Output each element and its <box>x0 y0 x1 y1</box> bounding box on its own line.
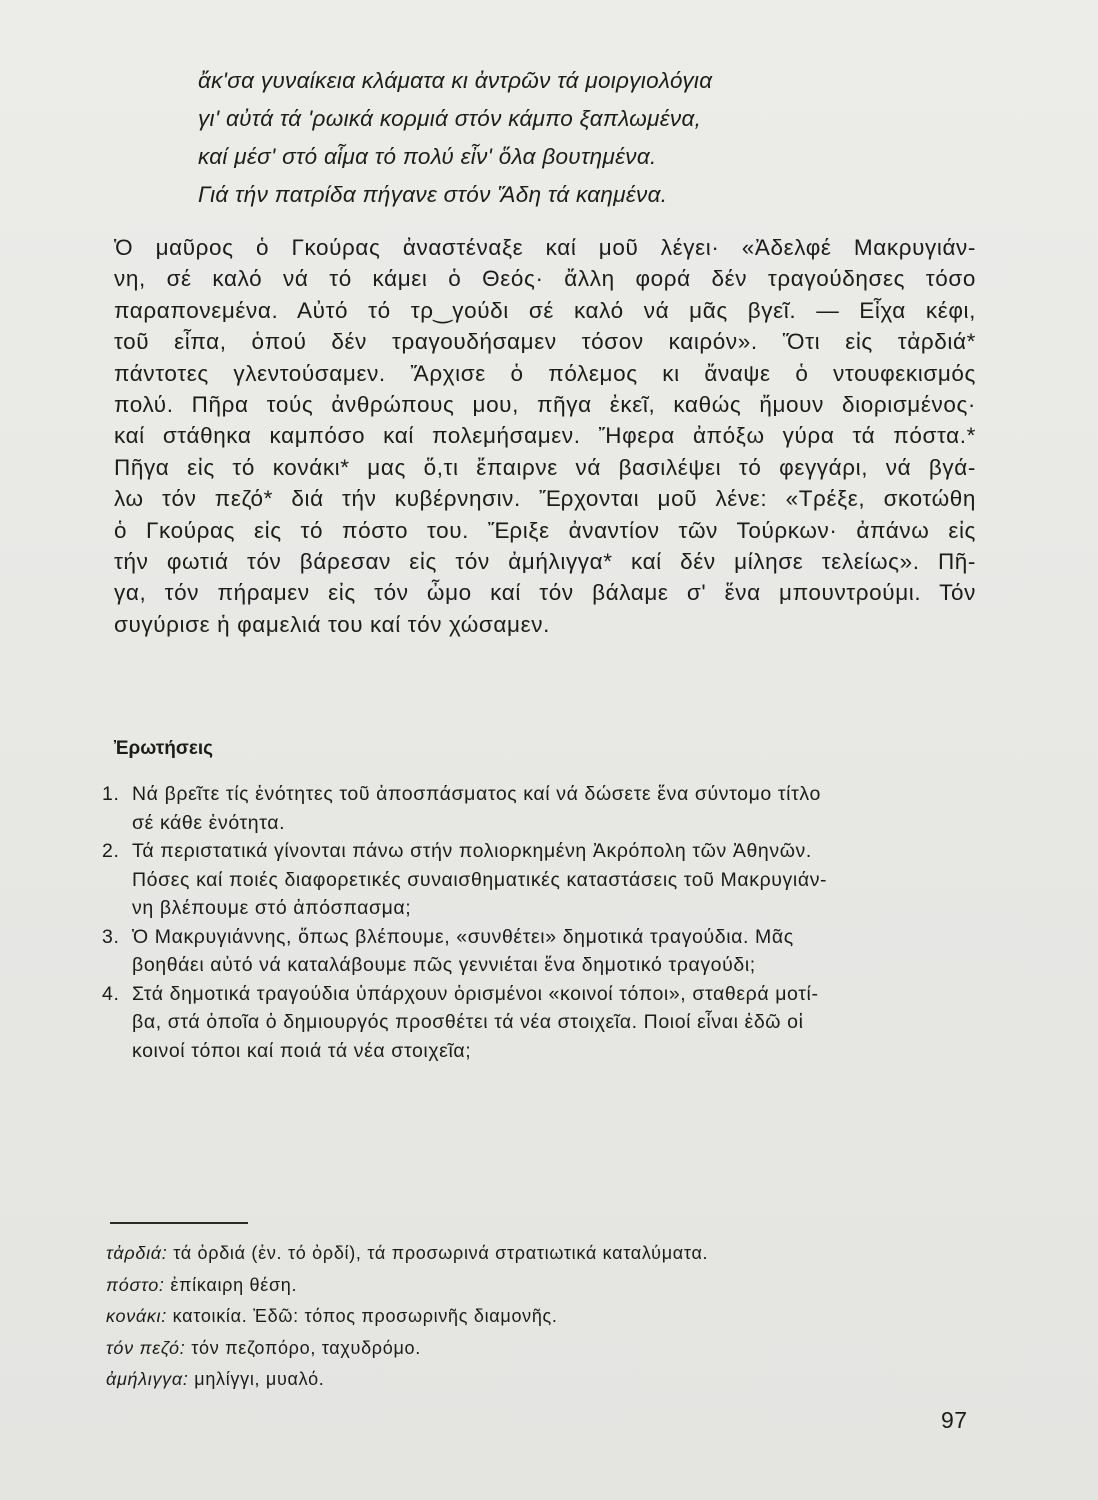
question-text: Τά περιστατικά γίνονται πάνω στήν πολιορκημένη Ἀκρόπολη τῶν Ἀθηνῶν. <box>132 840 812 862</box>
poem-line-2: γι' αὐτά τά 'ρωικά κορμιά στόν κάμπο ξαπλωμένα, <box>198 106 702 131</box>
prose-paragraph <box>114 232 976 640</box>
prose-line: Ὁ μαῦρος ὁ Γκούρας ἀναστέναξε καί μοῦ λέγει· «Ἀδελφέ Μακρυγιάν- <box>114 235 976 260</box>
footnote <box>106 1333 956 1365</box>
footnote-definition: κατοικία. Ἐδῶ: τόπος προσωρινῆς διαμονῆς. <box>172 1306 558 1326</box>
question-text: σέ κάθε ἑνότητα. <box>132 811 286 834</box>
footnote-definition: τά ὀρδιά (ἑν. τό ὀρδί), τά προσωρινά στρατιωτικά καταλύματα. <box>173 1243 709 1263</box>
footnote <box>106 1238 956 1270</box>
poem-excerpt <box>198 62 898 214</box>
footnote-term: πόστο: <box>106 1274 165 1295</box>
footnote-definition: τόν πεζοπόρο, ταχυδρόμο. <box>191 1337 421 1358</box>
question-2 <box>102 837 982 866</box>
prose-line: λω τόν πεζό* διά τήν κυβέρνησιν. Ἔρχονται μοῦ λένε: «Τρέξε, σκοτώθη <box>114 486 976 512</box>
question-number: 4. <box>102 982 120 1005</box>
footnote <box>106 1364 956 1396</box>
question-number: 1. <box>102 783 120 805</box>
prose-line: πολύ. Πῆρα τούς ἀνθρώπους μου, πῆγα ἐκεῖ, καθώς ἤμουν διορισμένος· <box>114 392 976 418</box>
footnote <box>106 1301 956 1333</box>
poem-line-3: καί μέσ' στό αἷμα τό πολύ εἶν' ὅλα βουτημένα. <box>198 144 657 169</box>
prose-line: συγύρισε ἡ φαμελιά του καί τόν χώσαμεν. <box>114 611 550 637</box>
footnote-definition: ἐπίκαιρη θέση. <box>170 1274 298 1295</box>
prose-line: τοῦ εἶπα, ὁπού δέν τραγουδήσαμεν τόσον καιρόν». Ὅτι εἰς τἀρδιά* <box>114 329 976 355</box>
question-text: νη βλέπουμε στό ἀπόσπασμα; <box>132 897 412 919</box>
prose-line: νη, σέ καλό νά τό κάμει ὁ Θεός· ἄλλη φορά δέν τραγούδησες τόσο <box>114 266 976 292</box>
question-3 <box>102 923 982 952</box>
footnote-divider <box>110 1222 248 1224</box>
question-4 <box>102 980 982 1009</box>
footnote-term: τόν πεζό: <box>106 1337 186 1358</box>
footnote-definition: μηλίγγι, μυαλό. <box>194 1369 325 1389</box>
footnote-term: ἀμήλιγγα: <box>106 1369 189 1389</box>
question-text: Πόσες καί ποιές διαφορετικές συναισθηματικές καταστάσεις τοῦ Μακρυγιάν- <box>132 868 828 891</box>
footnotes <box>106 1238 956 1396</box>
question-text: Στά δημοτικά τραγούδια ὑπάρχουν ὁρισμένοι «κοινοί τόποι», σταθερά μοτί- <box>132 982 819 1005</box>
poem-line-1: ἄκ'σα γυναίκεια κλάματα κι ἀντρῶν τά μοιργιολόγια <box>198 68 713 93</box>
questions-heading: Ἐρωτήσεις <box>114 738 214 759</box>
prose-line: Πῆγα εἰς τό κονάκι* μας ὅ,τι ἔπαιρνε νά βασιλέψει τό φεγγάρι, νά βγά- <box>114 454 976 480</box>
prose-line: παραπονεμένα. Αὐτό τό τρ‿γούδι σέ καλό νά μᾶς βγεῖ. — Εἶχα κέφι, <box>114 297 976 323</box>
poem-line-4: Γιά τήν πατρίδα πήγανε στόν Ἅδη τά καημένα. <box>198 182 668 207</box>
page-number: 97 <box>941 1407 968 1433</box>
prose-line: ὁ Γκούρας εἰς τό πόστο του. Ἔριξε ἀναντίον τῶν Τούρκων· ἀπάνω εἰς <box>114 517 976 543</box>
question-number: 2. <box>102 840 120 862</box>
question-1 <box>102 780 982 809</box>
question-text: Ὁ Μακρυγιάννης, ὅπως βλέπουμε, «συνθέτει» δημοτικά τραγούδια. Μᾶς <box>132 925 794 948</box>
prose-line: τήν φωτιά τόν βάρεσαν εἰς τόν ἀμήλιγγα* καί δέν μίλησε τελείως». Πῆ- <box>114 549 976 575</box>
question-text: Νά βρεῖτε τίς ἑνότητες τοῦ ἀποσπάσματος καί νά δώσετε ἕνα σύντομο τίτλο <box>132 783 821 805</box>
question-text: βοηθάει αὐτό νά καταλάβουμε πῶς γεννιέται ἕνα δημοτικό τραγούδι; <box>132 954 756 976</box>
prose-line: πάντοτες γλεντούσαμεν. Ἄρχισε ὁ πόλεμος κι ἄναψε ὁ ντουφεκισμός <box>114 360 976 386</box>
footnote <box>106 1270 956 1302</box>
prose-line: γα, τόν πήραμεν εἰς τόν ὦμο καί τόν βάλαμε σ' ἕνα μπουντρούμι. Τόν <box>114 580 976 606</box>
question-text: κοινοί τόποι καί ποιά τά νέα στοιχεῖα; <box>132 1039 472 1062</box>
prose-line: καί στάθηκα καμπόσο καί πολεμήσαμεν. Ἤφερα ἀπόξω γύρα τά πόστα.* <box>114 423 976 449</box>
footnote-term: τἀρδιά: <box>106 1243 168 1263</box>
question-text: βα, στά ὁποῖα ὁ δημιουργός προσθέτει τά νέα στοιχεῖα. Ποιοί εἶναι ἐδῶ οἱ <box>132 1011 804 1033</box>
questions-list <box>102 780 982 1065</box>
question-number: 3. <box>102 925 120 948</box>
footnote-term: κονάκι: <box>106 1306 167 1326</box>
